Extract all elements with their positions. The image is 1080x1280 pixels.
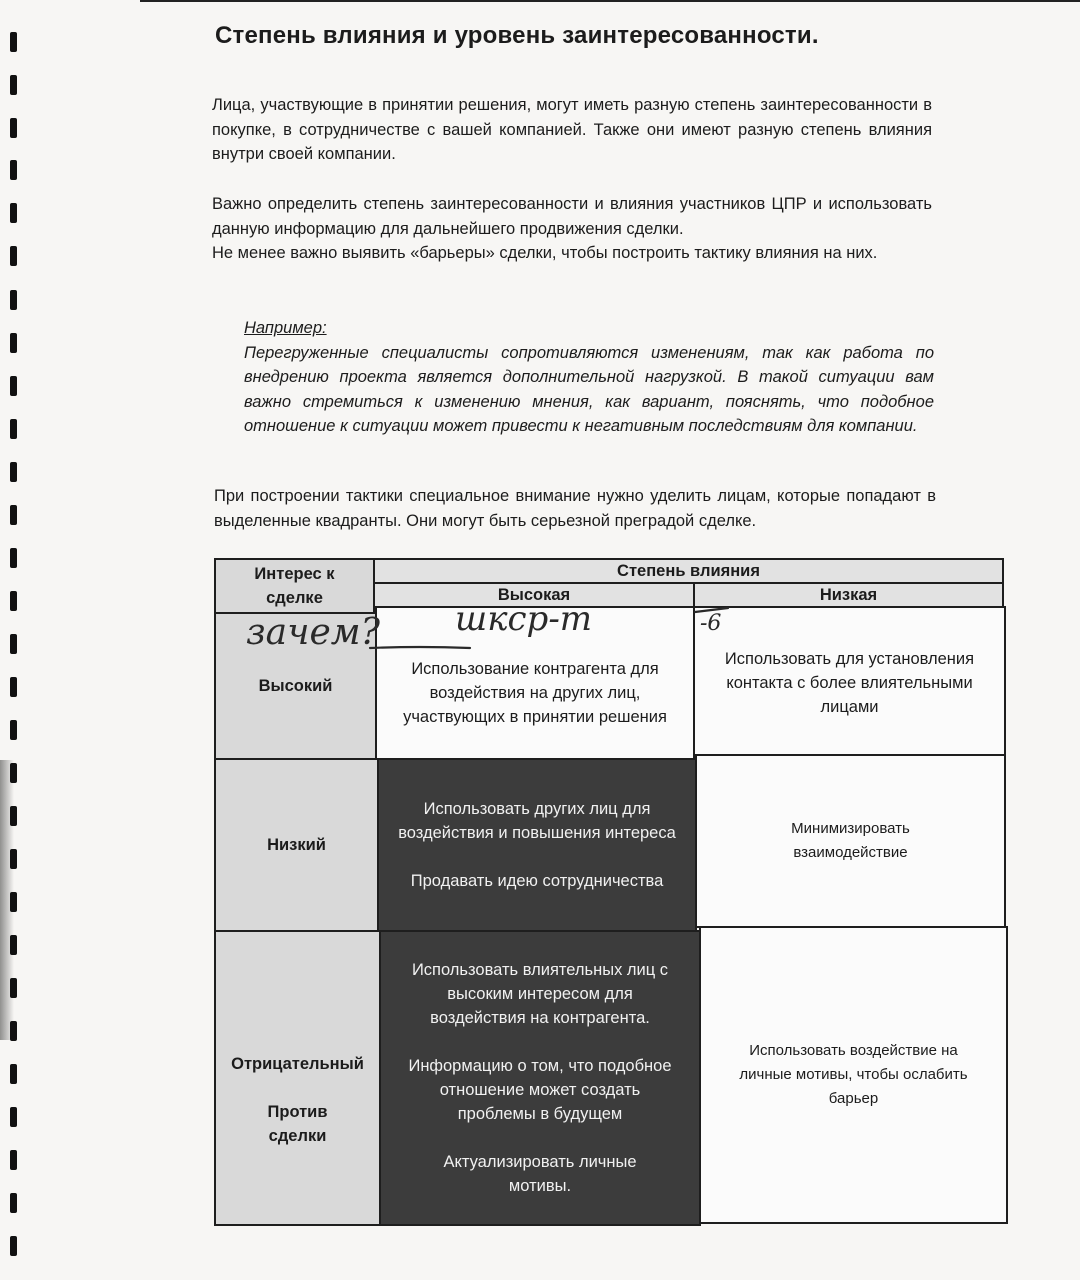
influence-interest-matrix <box>214 558 1004 1226</box>
row-header-label: Интерес к сделке <box>254 565 335 607</box>
cell-text: Использовать для установления контакта с более влиятельными лицами <box>724 650 975 716</box>
cell-low-interest-low-influence <box>695 754 1006 928</box>
handwritten-note-mid: шкср-т <box>455 599 593 639</box>
cell-negative-interest-high-influence <box>379 930 701 1226</box>
handwritten-note-right: -6 <box>700 611 722 636</box>
col-low-header <box>693 582 1004 608</box>
col-high-header <box>373 582 695 608</box>
row-label-negative <box>214 930 381 1226</box>
barriers-paragraph: Не менее важно выявить «барьеры» сделки, чтобы построить тактику влияния на них. <box>212 244 878 262</box>
row-label-low <box>214 758 379 932</box>
col-high-label: Высокая <box>497 586 571 604</box>
row-label-high <box>214 612 377 760</box>
cell-high-interest-high-influence <box>375 606 695 760</box>
cell-text-1: Использовать влиятельных лиц с высоким интересом для воздействия на контрагента. <box>411 961 669 1027</box>
example-text: Перегруженные специалисты сопротивляются изменениям, так как работа по внедрению проекта является дополнительной нагрузкой. В такой ситуации вам важно стремиться к изменению мнения, как вариант, пояснять, что подобное отношение к ситуации может привести к негативным последствиям для компании. <box>244 343 934 435</box>
cell-text: Использование контрагента для воздействия на других лиц, участвующих в принятии решения <box>403 660 667 726</box>
row-label-text-1: Отрицательный <box>231 1055 364 1073</box>
cell-text-2: Информацию о том, что подобное отношение может создать проблемы в будущем <box>408 1057 672 1123</box>
row-header-cell <box>214 558 375 614</box>
row-label-text: Высокий <box>258 677 333 695</box>
col-group-header <box>373 558 1004 584</box>
handwritten-note-left: зачем? <box>246 612 380 653</box>
importance-paragraph: Важно определить степень заинтересованности и влияния участников ЦПР и использовать данную информацию для дальнейшего продвижения сделки. <box>212 195 932 238</box>
cell-text-1: Использовать других лиц для воздействия и повышения интереса <box>398 800 676 842</box>
row-label-text: Низкий <box>267 836 326 854</box>
row-label-text-2: Против сделки <box>267 1103 328 1145</box>
cell-negative-interest-low-influence <box>699 926 1008 1224</box>
top-edge-line <box>140 0 1080 2</box>
cell-text: Минимизировать взаимодействие <box>791 820 910 861</box>
cell-high-interest-low-influence <box>693 606 1006 760</box>
page-title: Степень влияния и уровень заинтересованности. <box>215 22 819 49</box>
col-group-label: Степень влияния <box>617 562 760 580</box>
cell-text-3: Актуализировать личные мотивы. <box>443 1153 637 1195</box>
intro-paragraph: Лица, участвующие в принятии решения, могут иметь разную степень заинтересованности в покупке, в сотрудничестве с вашей компанией. Также они имеют разную степень влияния внутри своей компании. <box>212 96 932 163</box>
col-low-label: Низкая <box>819 586 878 604</box>
cell-low-interest-high-influence <box>377 758 697 932</box>
cell-text-2: Продавать идею сотрудничества <box>410 872 664 890</box>
example-block <box>244 316 934 439</box>
cell-text: Использовать воздействие на личные мотивы, чтобы ослабить барьер <box>739 1042 968 1107</box>
tactics-paragraph: При построении тактики специальное внимание нужно уделить лицам, которые попадают в выделенные квадранты. Они могут быть серьезной преградой сделке. <box>214 487 936 530</box>
binding-holes <box>6 20 20 1270</box>
example-label: Например: <box>244 319 327 337</box>
